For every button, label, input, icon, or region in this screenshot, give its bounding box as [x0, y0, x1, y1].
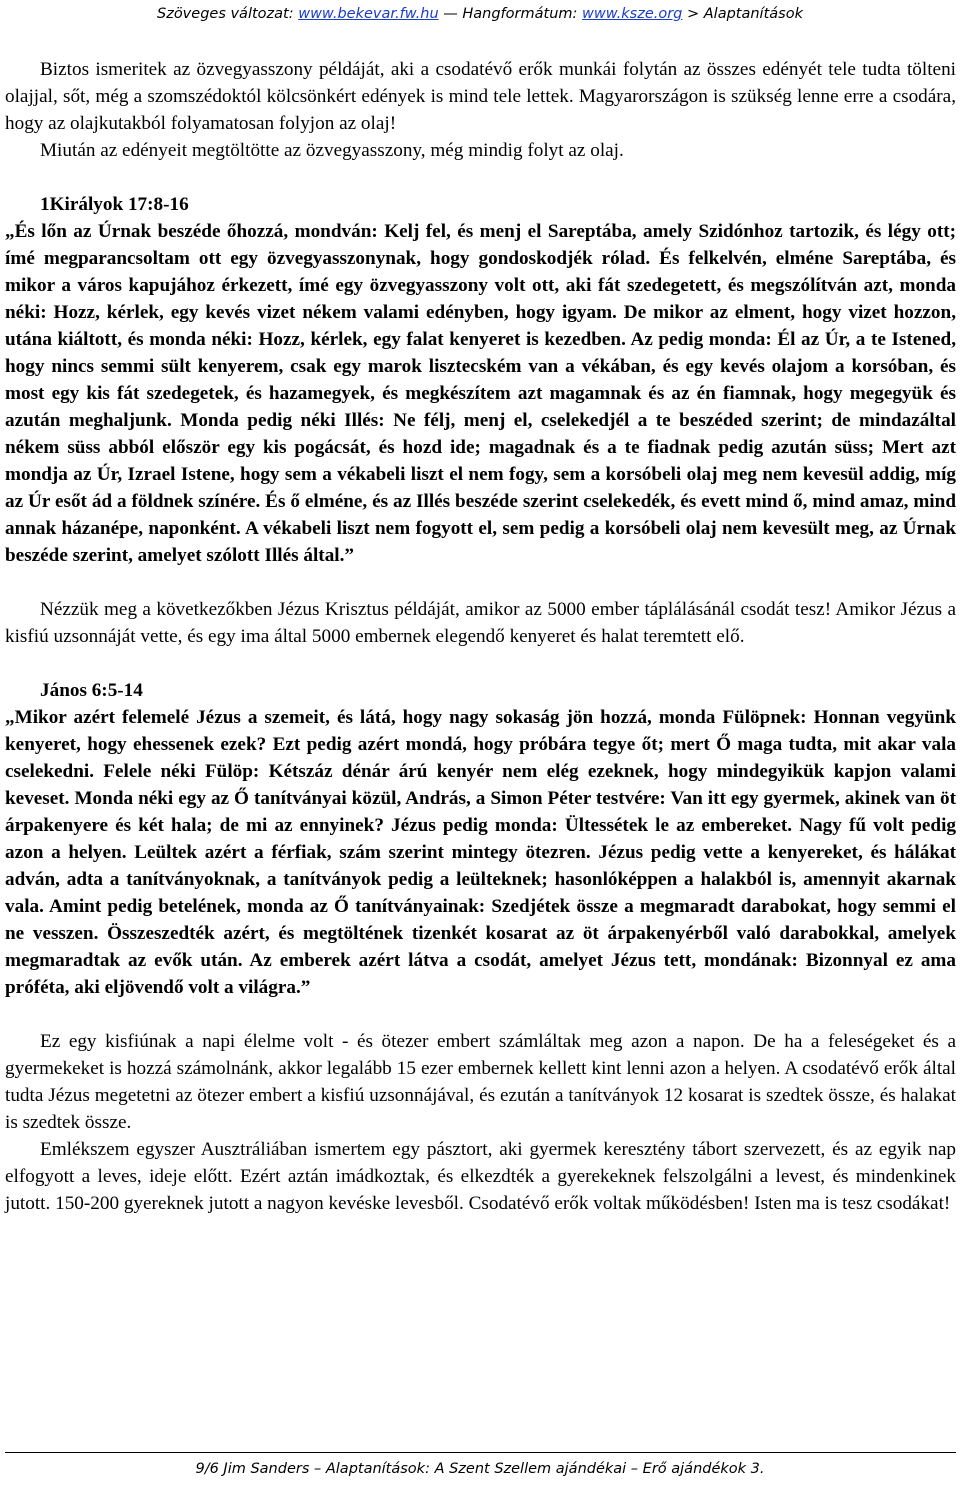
header-prefix: Szöveges változat: — [157, 6, 299, 22]
scripture-quote-john: „Mikor azért felemelé Jézus a szemeit, és látá, hogy nagy sokaság jön hozzá, monda Fülöpnek: Honnan vegyünk kenyeret, hogy ehessenek ezek? Ezt pedig azért mondá, hogy próbára tegye őt; mert Ő maga tudta, mit akar vala cselekedni. Felele néki Fülöp: Kétszáz dénár árú kenyér nem elég ezeknek, hogy mindegyikük kapjon valami keveset. Monda néki egy az Ő tanítványai közül, András, a Simon Péter testvére: Van itt egy gyermek, akinek van öt árpakenyere és két hala; de mi az ennyinek? Jézus pedig monda: Ültessétek le az embereket. Nagy fű volt pedig azon a helyen. Leültek azért a férfiak, szám szerint mintegy ötezren. Jézus pedig vette a kenyereket, és hálákat adván, adta a tanítványoknak, a tanítványok pedig a leülteknek; hasonlóképpen a halakból is, amennyit akarnak vala. Amint pedig betelének, monda az Ő tanítványainak: Szedjétek össze a megmaradt darabokat, hogy semmi el ne vesszen. Összeszedték azért, és megtöltének tizenkét kosarat az öt árpakenyérből való darabokkal, amelyek megmaradtak az evők után. Az emberek azért látva a csodát, amelyet Jézus tett, mondának: Bizonnyal ez ama próféta, aki eljövendő volt a világra.” — [5, 707, 956, 998]
scripture-reference-kings: 1Királyok 17:8-16 — [40, 194, 189, 215]
page-header — [0, 0, 960, 28]
header-suffix: > Alaptanítások — [682, 6, 803, 22]
document-body — [5, 56, 956, 1217]
paragraph-widow-intro: Biztos ismeritek az özvegyasszony példáját, aki a csodatévő erők munkái folytán az összes edényét tele tudta tölteni olajjal, sőt, még a szomszédoktól kölcsönkért edények is mind tele lettek. Magyarországon is szükség lenne erre a csodára, hogy az olajkutakból folyamatosan folyjon az olaj! — [5, 59, 956, 134]
paragraph-australia-camp: Emlékszem egyszer Ausztráliában ismertem egy pásztort, aki gyermek keresztény tábort szervezett, és az egyik nap elfogyott a leves, ideje előtt. Ezért aztán imádkoztak, és elkezdték a gyerekeknek felszolgálni a levest, és mindenkinek jutott. 150-200 gyereknek jutott a nagyon kevéske levesből. Csodatévő erők voltak működésben! Isten ma is tesz csodákat! — [5, 1139, 956, 1214]
paragraph-oil-flowing: Miután az edényeit megtöltötte az özvegyasszony, még mindig folyt az olaj. — [40, 140, 624, 161]
paragraph-jesus-example: Nézzük meg a következőkben Jézus Krisztus példáját, amikor az 5000 ember táplálásánál csodát tesz! Amikor Jézus a kisfiú uzsonnáját vette, és egy ima által 5000 embernek elegendő kenyeret és halat teremtett elő. — [5, 599, 956, 647]
ksze-link[interactable]: www.ksze.org — [582, 6, 683, 22]
header-mid: — Hangformátum: — [438, 6, 582, 22]
scripture-reference-john: János 6:5-14 — [40, 680, 143, 701]
bekevar-link[interactable]: www.bekevar.fw.hu — [298, 6, 439, 22]
paragraph-boy-lunch: Ez egy kisfiúnak a napi élelme volt - és ötezer embert számláltak meg azon a napon. De ha a feleségeket és a gyermekeket is hozzá számolnánk, akkor legalább 15 ezer embernek kellett kint lenni azon a helyen. A csodatévő erők által tudta Jézus megetetni az ötezer embert a kisfiú uzsonnájával, és ezután a tanítványok 12 kosarat is szedtek össze, és halakat is szedtek össze. — [5, 1031, 956, 1133]
scripture-quote-kings: „És lőn az Úrnak beszéde őhozzá, mondván: Kelj fel, és menj el Sareptába, amely Szidónhoz tartozik, és légy ott; ímé megparancsoltam ott egy özvegyasszonynak, hogy gondoskodjék rólad. És felkelvén, elméne Sareptába, és mikor a város kapujához érkezett, ímé egy özvegyasszony volt ott, aki fát szedegetett, és megszólítván azt, monda néki: Hozz, kérlek, egy kevés vizet nékem valami edényben, hogy igyam. De mikor az elment, hogy vizet hozzon, utána kiáltott, és monda néki: Hozz, kérlek, egy falat kenyeret is kezedben. Az pedig monda: Él az Úr, a te Istened, hogy nincs semmi sült kenyerem, csak egy marok lisztecském van a vékában, és egy kevés olajom a korsóban, és most egy kis fát szedegetek, és hazamegyek, és megkészítem azt magamnak és az én fiamnak, hogy megegyük és azután meghaljunk. Monda pedig néki Illés: Ne félj, menj el, cselekedjél a te beszéded szerint; de mindazáltal nékem süss abból először egy kis pogácsát, és hozd ide; magadnak és a te fiadnak pedig azután süss; Mert azt mondja az Úr, Izrael Istene, hogy sem a vékabeli liszt el nem fogy, sem a korsóbeli olaj meg nem kevesül addig, míg az Úr esőt ád a földnek színére. És ő elméne, és az Illés beszéde szerint cselekedék, és evett mind ő, mind amaz, mind annak házanépe, naponként. A vékabeli liszt nem fogyott el, sem pedig a korsóbeli olaj nem kevesült meg, az Úrnak beszéde szerint, amelyet szólott Illés által.” — [5, 221, 956, 566]
page-footer: 9/6 Jim Sanders – Alaptanítások: A Szent Szellem ajándékai – Erő ajándékok 3. — [195, 1461, 765, 1477]
footer-divider — [5, 1452, 956, 1453]
